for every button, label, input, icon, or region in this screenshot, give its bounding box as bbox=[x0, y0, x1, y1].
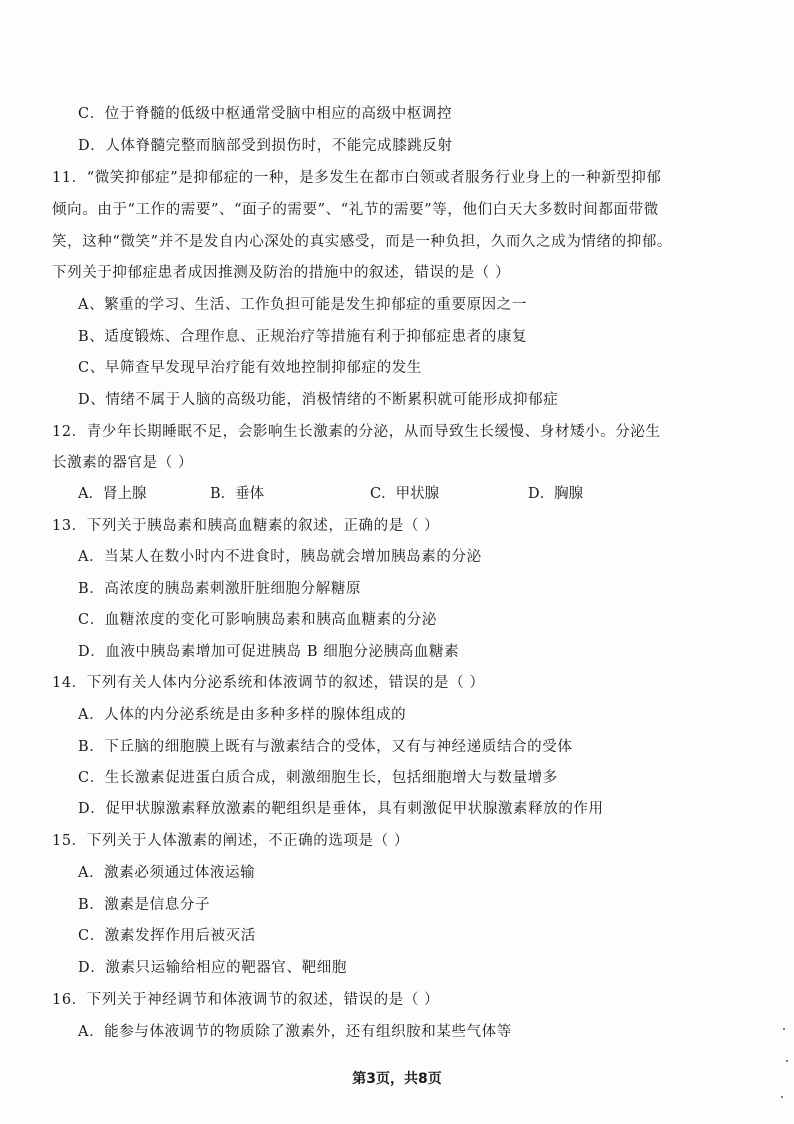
q12-stem-line-2: 长激素的器官是（ ） bbox=[52, 455, 194, 471]
q13-option-b: B．高浓度的胰岛素刺激肝脏细胞分解糖原 bbox=[78, 581, 362, 597]
q12-stem-line-1: 12．青少年长期睡眠不足，会影响生长激素的分泌，从而导致生长缓慢、身材矮小。分泌生 bbox=[52, 424, 661, 440]
q14-option-b: B．下丘脑的细胞膜上既有与激素结合的受体，又有与神经递质结合的受体 bbox=[78, 739, 573, 755]
q11-option-d: D、情绪不属于人脑的高级功能，消极情绪的不断累积就可能形成抑郁症 bbox=[78, 392, 559, 408]
q13-option-d: D．血液中胰岛素增加可促进胰岛 B 细胞分泌胰高血糖素 bbox=[78, 644, 460, 660]
q15-option-d: D．激素只运输给相应的靶器官、靶细胞 bbox=[78, 960, 347, 976]
q11-option-a: A、繁重的学习、生活、工作负担可能是发生抑郁症的重要原因之一 bbox=[78, 297, 527, 313]
q15-stem: 15．下列关于人体激素的阐述，不正确的选项是（ ） bbox=[52, 833, 410, 849]
scan-speck bbox=[786, 1060, 788, 1062]
q14-option-a: A．人体的内分泌系统是由多种多样的腺体组成的 bbox=[78, 707, 407, 723]
q11-stem-line-1: 11．“微笑抑郁症”是抑郁症的一种，是多发生在都市白领或者服务行业身上的一种新型抑郁 bbox=[52, 170, 662, 186]
q10-option-c: C．位于脊髓的低级中枢通常受脑中相应的高级中枢调控 bbox=[78, 106, 453, 122]
q14-option-d: D．促甲状腺激素释放激素的靶组织是垂体，具有刺激促甲状腺激素释放的作用 bbox=[78, 801, 604, 817]
q11-stem-line-3: 笑，这种“微笑”并不是发自内心深处的真实感受，而是一种负担，久而久之成为情绪的抑郁。 bbox=[52, 234, 673, 250]
q11-option-c: C、早筛查早发现早治疗能有效地控制抑郁症的发生 bbox=[78, 360, 422, 376]
q10-option-d: D．人体脊髓完整而脑部受到损伤时，不能完成膝跳反射 bbox=[78, 138, 453, 154]
q11-stem-line-4: 下列关于抑郁症患者成因推测及防治的措施中的叙述，错误的是（ ） bbox=[52, 265, 511, 281]
q11-stem-line-2: 倾向。由于“工作的需要”、“面子的需要”、“礼节的需要”等，他们白天大多数时间都面带微 bbox=[52, 202, 659, 218]
scan-speck bbox=[783, 1028, 785, 1030]
q16-stem: 16．下列关于神经调节和体液调节的叙述，错误的是（ ） bbox=[52, 992, 440, 1008]
q12-option-d: D．胸腺 bbox=[528, 486, 584, 502]
q15-option-b: B．激素是信息分子 bbox=[78, 897, 211, 913]
page-number-footer: 第3页，共8页 bbox=[352, 1071, 442, 1087]
q12-option-c: C．甲状腺 bbox=[370, 486, 440, 502]
q13-stem: 13．下列关于胰岛素和胰高血糖素的叙述，正确的是（ ） bbox=[52, 518, 440, 534]
q13-option-a: A．当某人在数小时内不进食时，胰岛就会增加胰岛素的分泌 bbox=[78, 549, 482, 565]
q14-option-c: C．生长激素促进蛋白质合成，刺激细胞生长，包括细胞增大与数量增多 bbox=[78, 770, 558, 786]
q15-option-c: C．激素发挥作用后被灭活 bbox=[78, 928, 256, 944]
q12-option-a: A．肾上腺 bbox=[78, 486, 147, 502]
q11-option-b: B、适度锻炼、合理作息、正规治疗等措施有利于抑郁症患者的康复 bbox=[78, 329, 528, 345]
q14-stem: 14．下列有关人体内分泌系统和体液调节的叙述，错误的是（ ） bbox=[52, 675, 485, 691]
q13-option-c: C．血糖浓度的变化可影响胰岛素和胰高血糖素的分泌 bbox=[78, 612, 437, 628]
q15-option-a: A．激素必须通过体液运输 bbox=[78, 865, 256, 881]
scan-speck bbox=[781, 1096, 783, 1098]
q16-option-a: A．能参与体液调节的物质除了激素外，还有组织胺和某些气体等 bbox=[78, 1024, 512, 1040]
q12-option-b: B．垂体 bbox=[210, 486, 265, 502]
